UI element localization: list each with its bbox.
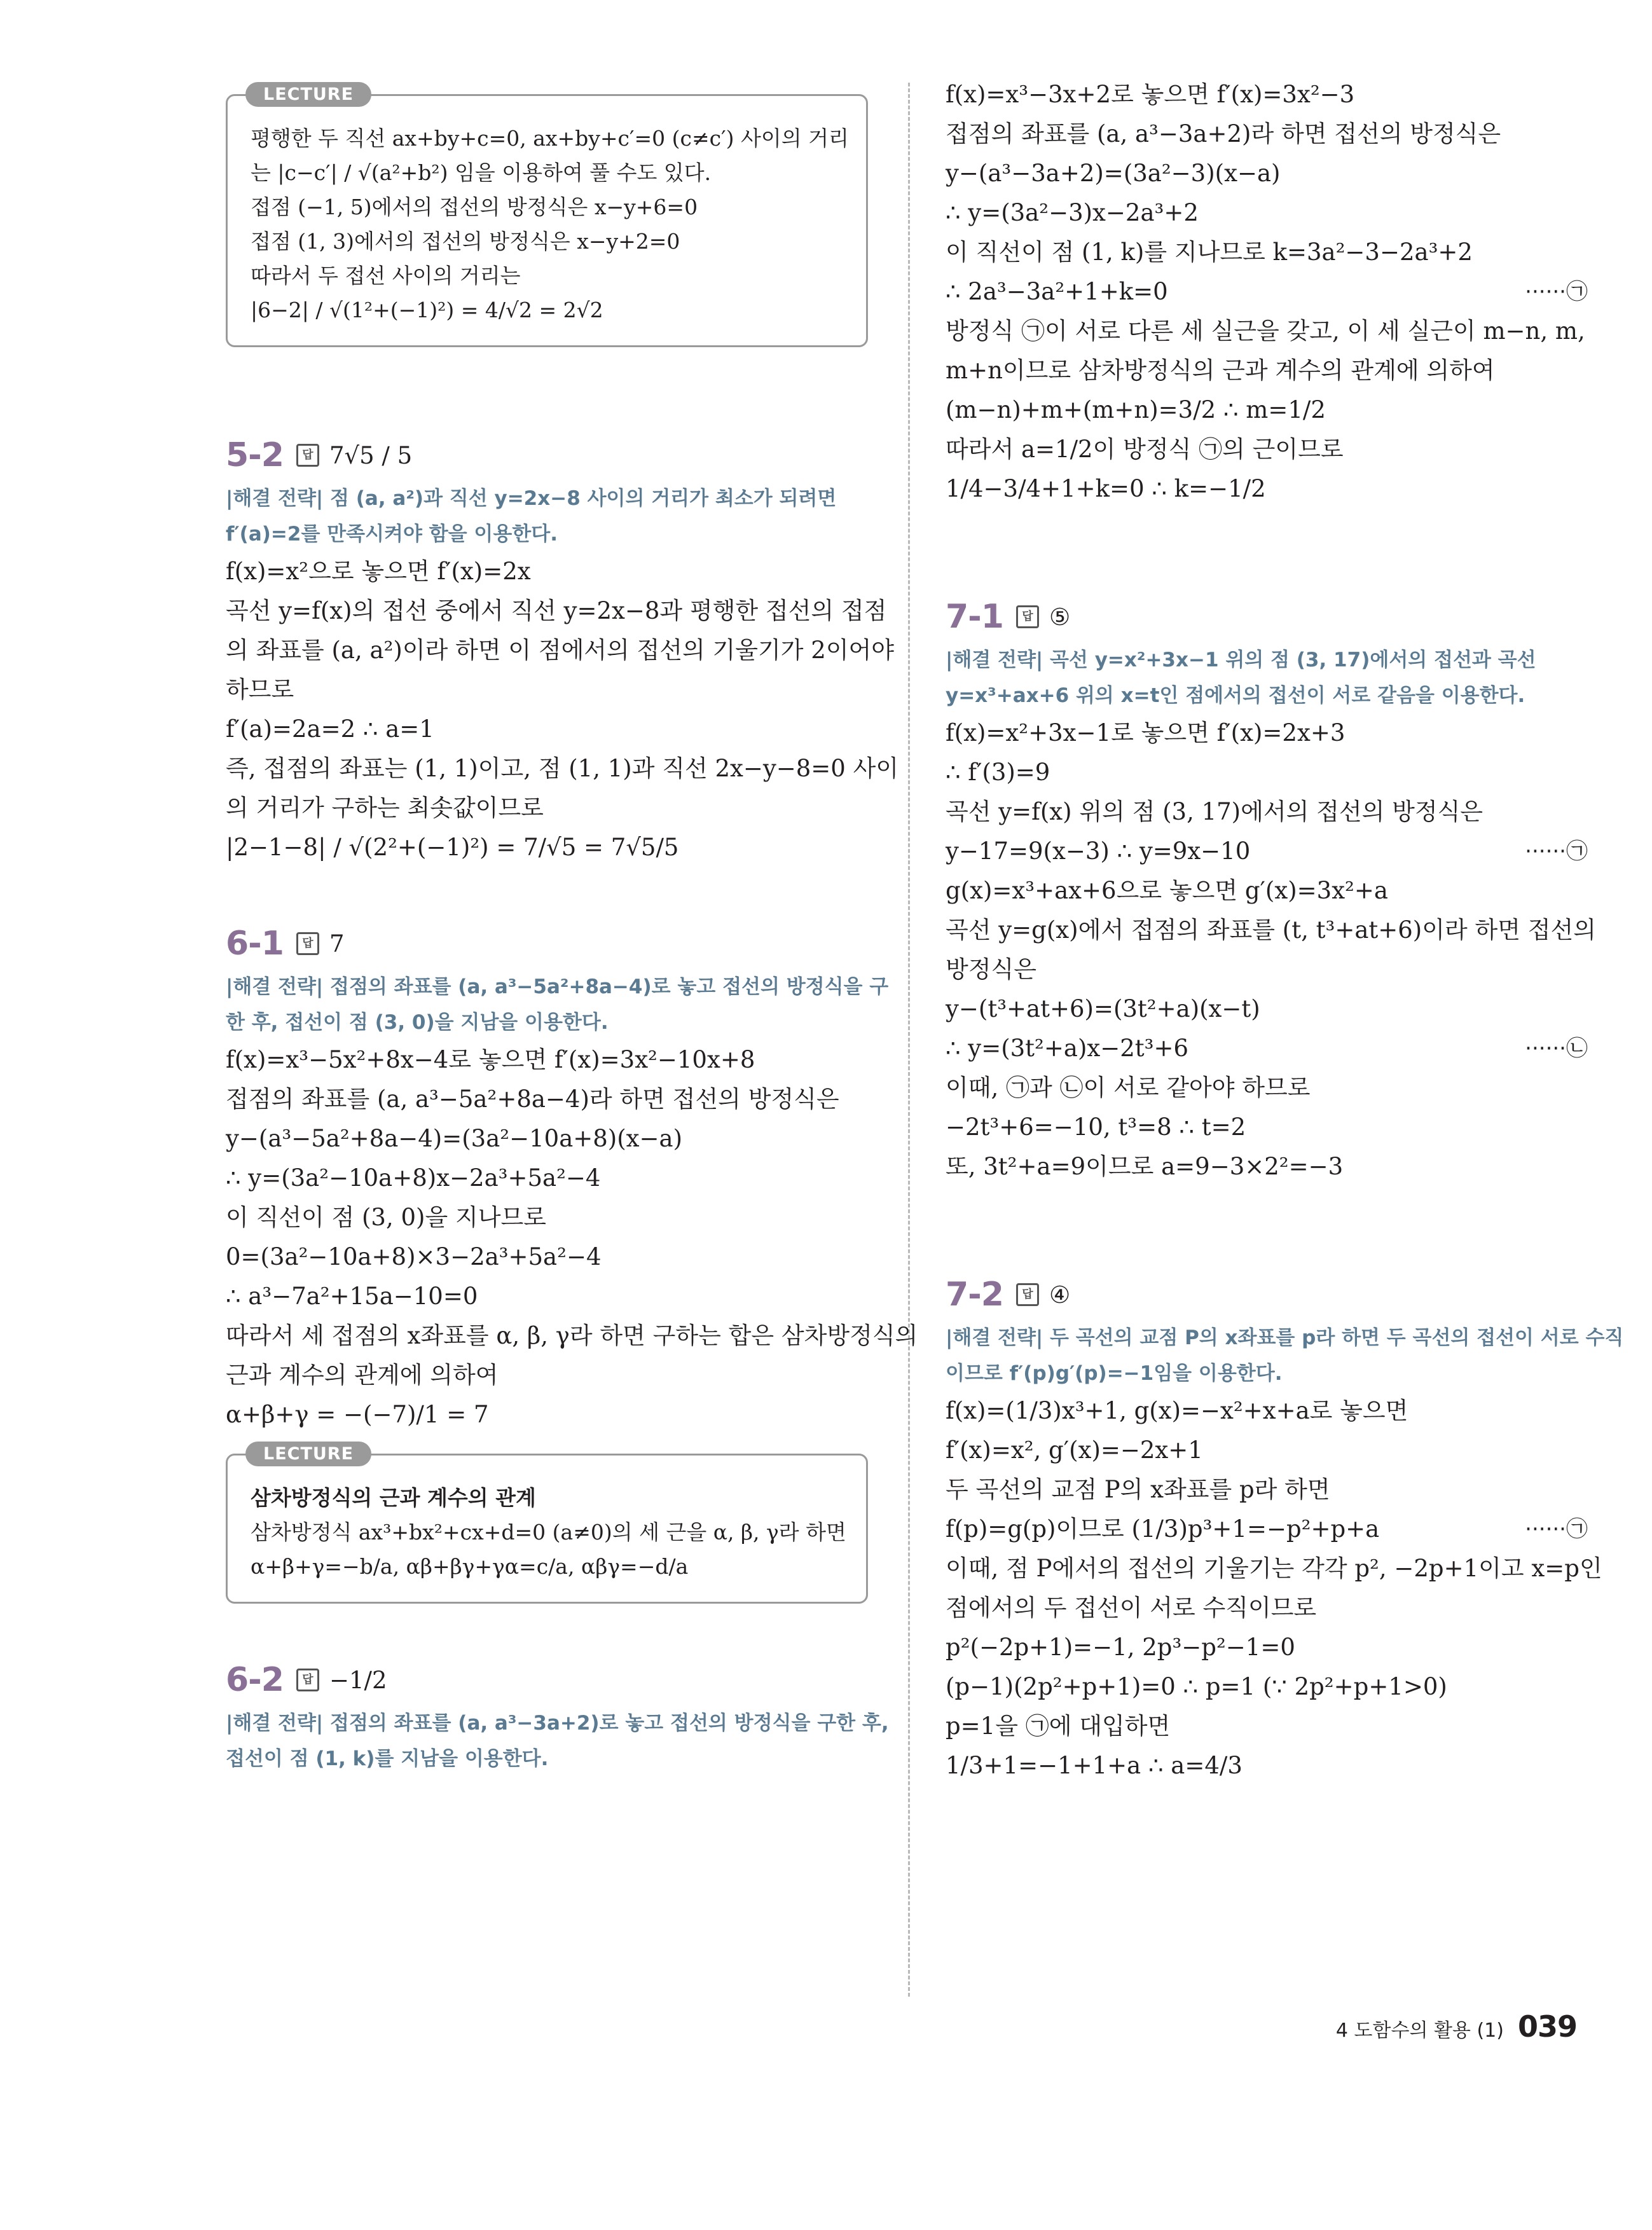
lecture-line: 평행한 두 직선 ax+by+c=0, ax+by+c′=0 (c≠c′) 사이의 거리 (251, 126, 849, 151)
solution-line: ∴ y=(3a²−3)x−2a³+2 (946, 199, 1199, 226)
answer-icon: 답 (296, 932, 319, 955)
problem-answer: 7 (329, 930, 345, 958)
solution-line: f(x)=x³−3x+2로 놓으면 f′(x)=3x²−3 (946, 81, 1355, 108)
solution-line: 곡선 y=g(x)에서 접점의 좌표를 (t, t³+at+6)이라 하면 접선의 (946, 916, 1596, 944)
solution-line: 즉, 접점의 좌표는 (1, 1)이고, 점 (1, 1)과 직선 2x−y−8=0 사이 (226, 755, 899, 782)
problem-header (226, 1661, 868, 1699)
strategy-line: 이므로 f′(p)g′(p)=−1임을 이용한다. (946, 1362, 1283, 1385)
equation: f(p)=g(p)이므로 (1/3)p³+1=−p²+p+a (946, 1515, 1380, 1543)
solution-line: α+β+γ = −(−7)/1 = 7 (226, 1401, 489, 1428)
equation-row (946, 832, 1588, 871)
solution-line: 점에서의 두 접선이 서로 수직이므로 (946, 1594, 1317, 1621)
problem-6-1 (226, 925, 918, 1435)
solution-line: 0=(3a²−10a+8)×3−2a³+5a²−4 (226, 1243, 602, 1270)
solution-line: y−(t³+at+6)=(3t²+a)(x−t) (946, 995, 1260, 1022)
lecture-line: 삼차방정식 ax³+bx²+cx+d=0 (a≠0)의 세 근을 α, β, γ라 하면 (251, 1520, 846, 1545)
problem-header (946, 598, 1588, 636)
equation: ∴ y=(3t²+a)x−2t³+6 (946, 1035, 1189, 1062)
equation-mark: ······㉡ (1525, 1036, 1588, 1061)
problem-answer: −1/2 (329, 1666, 387, 1694)
strategy-line: |해결 전략| 곡선 y=x²+3x−1 위의 점 (3, 17)에서의 접선과 곡선 (946, 649, 1536, 671)
equation-mark: ······㉠ (1525, 1517, 1588, 1542)
solution-line: 이 직선이 점 (1, k)를 지나므로 k=3a²−3−2a³+2 (946, 238, 1473, 266)
solution-line: 이때, 점 P에서의 접선의 기울기는 각각 p², −2p+1이고 x=p인 (946, 1555, 1602, 1582)
strategy-line: |해결 전략| 접점의 좌표를 (a, a³−3a+2)로 놓고 접선의 방정식을 구한 후, (226, 1712, 889, 1735)
solution-line: 곡선 y=f(x)의 접선 중에서 직선 y=2x−8과 평행한 접선의 접점 (226, 597, 887, 624)
solution-line: 방정식 ㉠이 서로 다른 세 실근을 갖고, 이 세 실근이 m−n, m, (946, 317, 1585, 345)
solution-line: 두 곡선의 교점 P의 x좌표를 p라 하면 (946, 1476, 1330, 1503)
problem-answer: ⑤ (1049, 603, 1071, 631)
solution-line: 하므로 (226, 676, 294, 703)
problem-number: 6-2 (226, 1661, 284, 1699)
column-divider (908, 83, 910, 1997)
problem-7-1 (946, 598, 1596, 1187)
lecture-line: 따라서 두 접선 사이의 거리는 (251, 263, 521, 288)
solution-line: 의 거리가 구하는 최솟값이므로 (226, 794, 544, 822)
problem-number: 5-2 (226, 436, 284, 474)
problem-7-2 (946, 1276, 1624, 1786)
solution-line: (p−1)(2p²+p+1)=0 ∴ p=1 (∵ 2p²+p+1>0) (946, 1673, 1447, 1700)
solution-line: 이때, ㉠과 ㉡이 서로 같아야 하므로 (946, 1074, 1311, 1101)
solution-line: y−(a³−3a+2)=(3a²−3)(x−a) (946, 160, 1281, 187)
solution-line: 의 좌표를 (a, a²)이라 하면 이 점에서의 접선의 기울기가 2이어야 (226, 637, 895, 664)
solution-line: ∴ f′(3)=9 (946, 759, 1050, 786)
problem-answer: 7√5 / 5 (329, 441, 413, 469)
equation-mark: ······㉠ (1525, 839, 1588, 864)
problem-number: 7-2 (946, 1276, 1003, 1314)
strategy-line: 한 후, 접선이 점 (3, 0)을 지남을 이용한다. (226, 1011, 609, 1034)
page-number: 039 (1517, 2009, 1577, 2044)
problem-6-2-continued (946, 75, 1588, 509)
lecture-heading: 삼차방정식의 근과 계수의 관계 (251, 1485, 536, 1510)
solution-line: ∴ a³−7a²+15a−10=0 (226, 1283, 478, 1310)
solution-line: f(x)=(1/3)x³+1, g(x)=−x²+x+a로 놓으면 (946, 1397, 1408, 1424)
equation: y−17=9(x−3) ∴ y=9x−10 (946, 837, 1251, 865)
strategy-line: f′(a)=2를 만족시켜야 함을 이용한다. (226, 523, 558, 546)
lecture-line: 접점 (−1, 5)에서의 접선의 방정식은 x−y+6=0 (251, 195, 698, 219)
solution-line: f(x)=x³−5x²+8x−4로 놓으면 f′(x)=3x²−10x+8 (226, 1046, 755, 1073)
problem-header (946, 1276, 1588, 1314)
problem-number: 7-1 (946, 598, 1003, 636)
lecture-line: α+β+γ=−b/a, αβ+βγ+γα=c/a, αβγ=−d/a (251, 1554, 689, 1579)
problem-header (226, 925, 868, 963)
solution-line: f′(a)=2a=2 ∴ a=1 (226, 715, 434, 743)
answer-icon: 답 (1016, 605, 1039, 628)
problem-number: 6-1 (226, 925, 284, 963)
equation-row (946, 1029, 1588, 1068)
left-column (226, 75, 918, 1777)
strategy-line: |해결 전략| 점 (a, a²)과 직선 y=2x−8 사이의 거리가 최소가 되려면 (226, 487, 837, 510)
solution-line: g(x)=x³+ax+6으로 놓으면 g′(x)=3x²+a (946, 877, 1388, 904)
page-footer (1336, 2009, 1577, 2044)
lecture-tag: LECTURE (245, 82, 371, 107)
solution-line: (m−n)+m+(m+n)=3/2 ∴ m=1/2 (946, 396, 1326, 423)
solution-line: 1/4−3/4+1+k=0 ∴ k=−1/2 (946, 475, 1266, 502)
solution-line: 접점의 좌표를 (a, a³−3a+2)라 하면 접선의 방정식은 (946, 120, 1501, 148)
answer-icon: 답 (296, 444, 319, 467)
problem-header (226, 436, 868, 474)
equation-row (946, 1510, 1588, 1549)
solution-line: 이 직선이 점 (3, 0)을 지나므로 (226, 1204, 546, 1231)
lecture-line: |6−2| / √(1²+(−1)²) = 4/√2 = 2√2 (251, 298, 603, 322)
solution-line: p=1을 ㉠에 대입하면 (946, 1712, 1171, 1740)
problem-answer: ④ (1049, 1281, 1071, 1309)
lecture-line: 접점 (1, 3)에서의 접선의 방정식은 x−y+2=0 (251, 229, 680, 254)
strategy-line: y=x³+ax+6 위의 x=t인 점에서의 접선이 서로 같음을 이용한다. (946, 684, 1525, 707)
equation-row (946, 272, 1588, 312)
solution-line: ∴ y=(3a²−10a+8)x−2a³+5a²−4 (226, 1164, 601, 1192)
solution-line: f(x)=x²+3x−1로 놓으면 f′(x)=2x+3 (946, 719, 1346, 747)
lecture-box-2 (226, 1444, 868, 1604)
solution-line: 방정식은 (946, 956, 1036, 983)
equation-mark: ······㉠ (1525, 279, 1588, 305)
solution-line: 접점의 좌표를 (a, a³−5a²+8a−4)라 하면 접선의 방정식은 (226, 1085, 839, 1113)
solution-line: 따라서 세 접점의 x좌표를 α, β, γ라 하면 구하는 합은 삼차방정식의 (226, 1322, 918, 1349)
solution-line: y−(a³−5a²+8a−4)=(3a²−10a+8)(x−a) (226, 1125, 683, 1152)
solution-line: 곡선 y=f(x) 위의 점 (3, 17)에서의 접선의 방정식은 (946, 798, 1483, 825)
solution-line: 또, 3t²+a=9이므로 a=9−3×2²=−3 (946, 1153, 1344, 1180)
answer-icon: 답 (296, 1669, 319, 1691)
strategy-line: |해결 전략| 두 곡선의 교점 P의 x좌표를 p라 하면 두 곡선의 접선이 서로 수직 (946, 1326, 1624, 1349)
solution-line: m+n이므로 삼차방정식의 근과 계수의 관계에 의하여 (946, 357, 1495, 384)
equation: ∴ 2a³−3a²+1+k=0 (946, 278, 1168, 305)
problem-5-2 (226, 436, 899, 867)
solution-line: f(x)=x²으로 놓으면 f′(x)=2x (226, 558, 531, 585)
solution-line: −2t³+6=−10, t³=8 ∴ t=2 (946, 1113, 1246, 1141)
right-column (946, 75, 1624, 1786)
solution-line: p²(−2p+1)=−1, 2p³−p²−1=0 (946, 1634, 1295, 1661)
lecture-tag: LECTURE (245, 1442, 371, 1466)
solution-line: |2−1−8| / √(2²+(−1)²) = 7/√5 = 7√5/5 (226, 834, 679, 861)
lecture-box-1 (226, 85, 868, 347)
strategy-line: |해결 전략| 접점의 좌표를 (a, a³−5a²+8a−4)로 놓고 접선의 방정식을 구 (226, 975, 889, 998)
problem-6-2 (226, 1661, 889, 1777)
solution-line: f′(x)=x², g′(x)=−2x+1 (946, 1436, 1203, 1464)
answer-icon: 답 (1016, 1283, 1039, 1306)
solution-line: 근과 계수의 관계에 의하여 (226, 1361, 499, 1389)
strategy-line: 접선이 점 (1, k)를 지남을 이용한다. (226, 1747, 549, 1770)
solution-line: 1/3+1=−1+1+a ∴ a=4/3 (946, 1752, 1242, 1779)
chapter-title: 4 도함수의 활용 (1) (1335, 2020, 1504, 2042)
solution-line: 따라서 a=1/2이 방정식 ㉠의 근이므로 (946, 436, 1344, 463)
lecture-line: 는 |c−c′| / √(a²+b²) 임을 이용하여 풀 수도 있다. (251, 160, 712, 185)
